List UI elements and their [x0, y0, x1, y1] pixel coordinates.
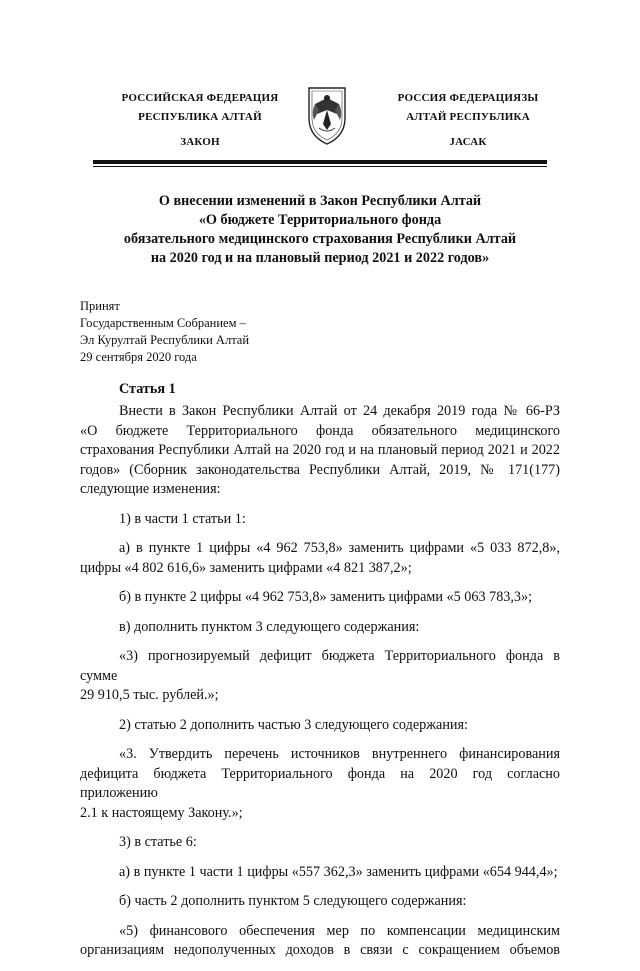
header-right-law: ЈАСАК	[449, 136, 487, 148]
item-1a: а) в пункте 1 цифры «4 962 753,8» заменить цифрами «5 033 872,8», цифры «4 802 616,6» заменить цифрами «4 821 387,2»;	[80, 540, 560, 576]
item-3: 3) в статье 6:	[119, 834, 197, 850]
item-1: 1) в части 1 статьи 1:	[119, 510, 246, 527]
adoption-block	[80, 298, 249, 366]
article-heading: Статья 1	[119, 381, 176, 397]
header-left-republic: РЕСПУБЛИКА АЛТАЙ	[138, 111, 262, 123]
item-3a: а) в пункте 1 части 1 цифры «557 362,3» заменить цифрами «654 944,4»;	[119, 863, 558, 880]
adoption-line: Государственным Собранием –	[80, 316, 246, 330]
item-2-text: «3. Утвердить перечень источников внутреннего финансирования дефицита бюджета Территориального фонда на 2020 год согласно приложению 2.1 к настоящему Закону.»;	[80, 746, 560, 821]
adoption-line: Принят	[80, 299, 120, 313]
header-left-law: ЗАКОН	[180, 136, 220, 148]
law-title	[80, 192, 560, 268]
coat-of-arms-emblem	[303, 84, 351, 146]
article-body	[80, 402, 560, 971]
title-line: «О бюджете Территориального фонда	[198, 212, 442, 228]
adoption-line: Эл Курултай Республики Алтай	[80, 333, 250, 347]
item-3b: б) часть 2 дополнить пунктом 5 следующего содержания:	[119, 893, 467, 909]
item-1c-text: «3) прогнозируемый дефицит бюджета Территориального фонда в сумме 29 910,5 тыс. рублей.»;	[80, 648, 560, 703]
item-1c: в) дополнить пунктом 3 следующего содержания:	[119, 618, 420, 635]
header-divider-thin	[93, 166, 547, 167]
header-right-country: РОССИЯ ФЕДЕРАЦИЯЗЫ	[397, 92, 539, 104]
title-line: обязательного медицинского страхования Республики Алтай	[123, 231, 517, 247]
item-3b-text: «5) финансового обеспечения мер по компенсации медицинским организациям недополученных доходов в связи с сокращением объемов	[80, 922, 560, 958]
item-2: 2) статью 2 дополнить частью 3 следующего содержания:	[119, 716, 468, 733]
intro-paragraph: Внести в Закон Республики Алтай от 24 декабря 2019 года № 66-РЗ «О бюджете Территориального фонда обязательного медицинского страхования Республики Алтай на 2020 год и на плановый период 2021 и 2022 годов» (Сборник законодательства Республики Алтай, 2019, № 171(177) следующие изменения:	[80, 403, 560, 497]
title-line: О внесении изменений в Закон Республики Алтай	[158, 193, 482, 209]
adoption-date: 29 сентября 2020 года	[80, 350, 197, 364]
header-right-republic: АЛТАЙ РЕСПУБЛИКА	[406, 111, 530, 123]
item-1b: б) в пункте 2 цифры «4 962 753,8» заменить цифрами «5 063 783,3»;	[119, 589, 533, 605]
title-line: на 2020 год и на плановый период 2021 и 2022 годов»	[150, 250, 490, 266]
header-left-country: РОССИЙСКАЯ ФЕДЕРАЦИЯ	[121, 92, 279, 104]
header-divider-thick	[93, 160, 547, 164]
